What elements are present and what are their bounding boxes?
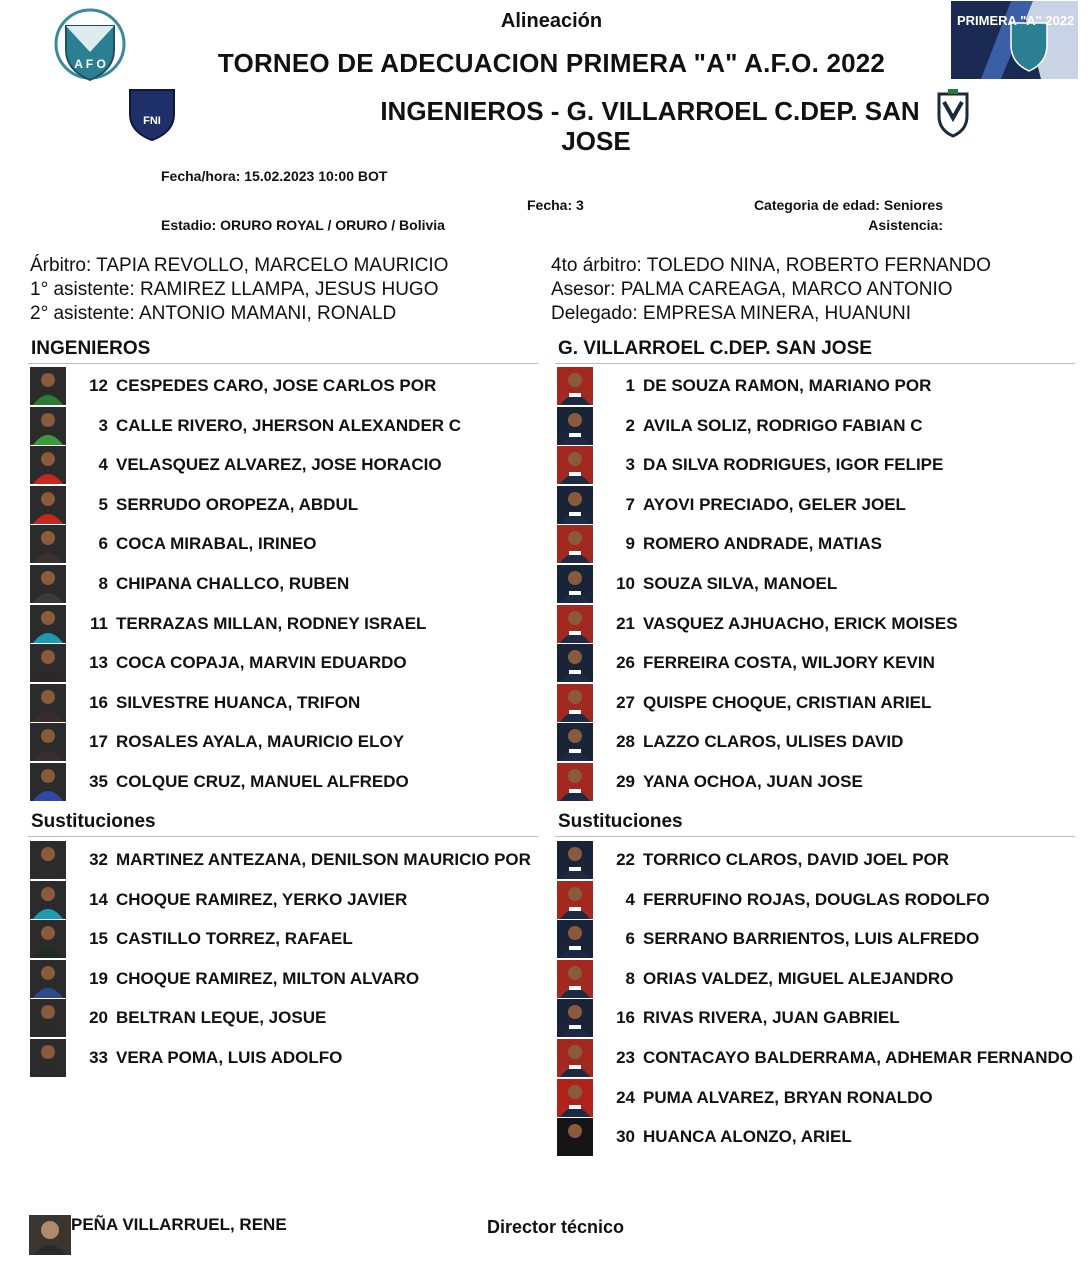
player-name: VELASQUEZ ALVAREZ, JOSE HORACIO — [116, 455, 442, 475]
player-number: 4 — [98, 455, 108, 475]
home-starters-player-row — [30, 407, 550, 445]
player-number: 7 — [625, 494, 635, 514]
away-starters-player-row — [557, 605, 1077, 643]
player-number: 8 — [98, 574, 108, 593]
player-photo — [30, 644, 66, 682]
away-starters-player-row — [557, 763, 1077, 801]
player-name: TERRAZAS MILLAN, RODNEY ISRAEL — [116, 613, 427, 633]
player-photo — [30, 605, 66, 643]
player-number: 2 — [625, 415, 635, 435]
divider — [555, 836, 1075, 837]
home-starters-player-row — [30, 763, 550, 801]
match-title — [300, 96, 1000, 156]
player-photo — [557, 407, 593, 445]
player-name: SOUZA SILVA, MANOEL — [643, 574, 838, 593]
player-name: FERREIRA COSTA, WILJORY KEVIN — [643, 653, 935, 673]
player-name: ORIAS VALDEZ, MIGUEL ALEJANDRO — [643, 968, 954, 988]
player-photo — [30, 486, 66, 524]
home-starters-player-row — [30, 486, 550, 524]
player-name: LAZZO CLAROS, ULISES DAVID — [643, 732, 904, 752]
player-number: 19 — [89, 968, 108, 988]
player-number: 35 — [89, 772, 108, 791]
player-photo — [557, 1039, 593, 1077]
player-photo — [30, 881, 66, 919]
home-subs-player-row — [30, 1039, 550, 1077]
player-name: DA SILVA RODRIGUES, IGOR FELIPE — [643, 455, 944, 475]
player-number: 16 — [89, 692, 108, 712]
home-starters-player-row — [30, 605, 550, 643]
player-number: 17 — [89, 732, 108, 752]
player-name: CHOQUE RAMIREZ, MILTON ALVARO — [116, 968, 420, 988]
player-number: 22 — [616, 850, 635, 869]
player-photo — [557, 1079, 593, 1117]
player-name: HUANCA ALONZO, ARIEL — [643, 1127, 852, 1147]
away-subs-player-row — [557, 960, 1077, 998]
player-photo — [557, 1118, 593, 1156]
player-name: YANA OCHOA, JUAN JOSE — [643, 772, 863, 791]
player-number: 9 — [625, 534, 635, 554]
player-name: CONTACAYO BALDERRAMA, ADHEMAR FERNANDO — [643, 1048, 1074, 1067]
home-starters-player-row — [30, 446, 550, 484]
away-starters-player-row — [557, 684, 1077, 722]
player-photo — [30, 960, 66, 998]
player-number: 5 — [98, 494, 108, 514]
home-subs-heading: Sustituciones — [31, 811, 156, 832]
player-name: CALLE RIVERO, JHERSON ALEXANDER C — [116, 415, 462, 435]
player-number: 28 — [616, 732, 635, 752]
player-number: 4 — [625, 889, 635, 909]
away-subs-player-row — [557, 1039, 1077, 1077]
home-starters-player-row — [30, 644, 550, 682]
asesor: Asesor: PALMA CAREAGA, MARCO ANTONIO — [551, 279, 953, 300]
player-photo — [30, 999, 66, 1037]
away-starters-player-row — [557, 723, 1077, 761]
player-name: ROMERO ANDRADE, MATIAS — [643, 534, 882, 554]
estadio: Estadio: ORURO ROYAL / ORURO / Bolivia — [161, 217, 445, 233]
away-team-heading: G. VILLARROEL C.DEP. SAN JOSE — [558, 338, 872, 359]
svg-text:FNI: FNI — [143, 115, 161, 127]
home-starters-player-row — [30, 565, 550, 603]
player-name: QUISPE CHOQUE, CRISTIAN ARIEL — [643, 692, 932, 712]
player-name: COLQUE CRUZ, MANUEL ALFREDO — [116, 772, 409, 791]
coach-photo — [29, 1215, 71, 1255]
player-name: COCA MIRABAL, IRINEO — [116, 534, 317, 554]
away-subs-player-row — [557, 841, 1077, 879]
player-photo — [30, 565, 66, 603]
match-title-line1: INGENIEROS - G. VILLARROEL C.DEP. SAN — [380, 96, 920, 126]
player-name: MARTINEZ ANTEZANA, DENILSON MAURICIO POR — [116, 850, 531, 869]
player-name: CHOQUE RAMIREZ, YERKO JAVIER — [116, 889, 408, 909]
coach-role: Director técnico — [487, 1217, 625, 1237]
player-photo — [30, 684, 66, 722]
home-starters-player-row — [30, 723, 550, 761]
player-name: ROSALES AYALA, MAURICIO ELOY — [116, 732, 405, 752]
player-photo — [557, 960, 593, 998]
tournament-title: TORNEO DE ADECUACION PRIMERA "A" A.F.O. 2022 — [217, 48, 886, 78]
asistente-2: 2° asistente: ANTONIO MAMANI, RONALD — [30, 303, 397, 324]
away-subs-heading: Sustituciones — [558, 811, 683, 832]
player-photo — [557, 486, 593, 524]
player-number: 24 — [616, 1087, 635, 1107]
officials-right — [551, 254, 991, 326]
player-photo — [557, 920, 593, 958]
away-starters-player-row — [557, 367, 1077, 405]
player-number: 6 — [625, 929, 635, 949]
delegado: Delegado: EMPRESA MINERA, HUANUNI — [551, 303, 912, 324]
officials-left — [30, 254, 448, 326]
away-subs-player-row — [557, 1118, 1077, 1156]
player-photo — [30, 525, 66, 563]
banner-text: PRIMERA "A" 2022 — [957, 13, 1075, 28]
home-starters-player-row — [30, 684, 550, 722]
player-name: VERA POMA, LUIS ADOLFO — [116, 1048, 343, 1067]
player-number: 33 — [89, 1048, 108, 1067]
player-number: 13 — [89, 653, 108, 673]
player-photo — [30, 1039, 66, 1077]
away-starters-player-row — [557, 446, 1077, 484]
player-photo — [30, 763, 66, 801]
away-starters-player-row — [557, 486, 1077, 524]
player-photo — [557, 723, 593, 761]
player-number: 12 — [89, 376, 108, 395]
match-title-line2: JOSE — [561, 126, 631, 156]
away-subs-player-row — [557, 881, 1077, 919]
home-subs-player-row — [30, 999, 550, 1037]
player-number: 14 — [89, 889, 108, 909]
player-photo — [30, 841, 66, 879]
player-name: RIVAS RIVERA, JUAN GABRIEL — [643, 1008, 900, 1028]
player-number: 16 — [616, 1008, 635, 1028]
svg-text:A F O: A F O — [74, 57, 106, 71]
player-photo — [557, 525, 593, 563]
coach-name: PEÑA VILLARRUEL, RENE — [71, 1215, 287, 1234]
home-subs-player-row — [30, 920, 550, 958]
player-name: PUMA ALVAREZ, BRYAN RONALDO — [643, 1087, 933, 1107]
away-starters-player-row — [557, 565, 1077, 603]
player-photo — [30, 367, 66, 405]
player-photo — [30, 407, 66, 445]
player-photo — [557, 999, 593, 1037]
player-photo — [557, 644, 593, 682]
player-photo — [557, 565, 593, 603]
player-number: 8 — [625, 968, 635, 988]
fecha-hora: Fecha/hora: 15.02.2023 10:00 BOT — [161, 168, 388, 184]
divider — [28, 363, 538, 364]
player-name: CASTILLO TORREZ, RAFAEL — [116, 929, 353, 949]
player-photo — [557, 446, 593, 484]
away-starters-player-row — [557, 407, 1077, 445]
away-subs-player-row — [557, 1079, 1077, 1117]
player-name: AYOVI PRECIADO, GELER JOEL — [643, 494, 906, 514]
player-photo — [557, 684, 593, 722]
player-name: COCA COPAJA, MARVIN EDUARDO — [116, 653, 407, 673]
player-name: DE SOUZA RAMON, MARIANO POR — [643, 376, 932, 395]
fni-logo — [126, 84, 178, 142]
player-number: 11 — [90, 613, 108, 633]
player-name: SERRUDO OROPEZA, ABDUL — [116, 494, 359, 514]
player-number: 10 — [616, 574, 635, 593]
player-photo — [30, 723, 66, 761]
home-subs-player-row — [30, 960, 550, 998]
player-name: VASQUEZ AJHUACHO, ERICK MOISES — [643, 613, 958, 633]
player-number: 29 — [616, 772, 635, 791]
divider — [555, 363, 1075, 364]
player-photo — [557, 841, 593, 879]
home-starters-player-row — [30, 367, 550, 405]
player-number: 1 — [625, 376, 635, 395]
home-starters-player-row — [30, 525, 550, 563]
player-name: BELTRAN LEQUE, JOSUE — [116, 1008, 327, 1028]
player-number: 20 — [89, 1008, 108, 1028]
away-subs-player-row — [557, 920, 1077, 958]
away-starters-player-row — [557, 644, 1077, 682]
arbitro: Árbitro: TAPIA REVOLLO, MARCELO MAURICIO — [30, 255, 449, 276]
categoria: Categoria de edad: Seniores — [753, 197, 943, 213]
player-number: 26 — [616, 653, 635, 673]
player-name: SERRANO BARRIENTOS, LUIS ALFREDO — [643, 929, 980, 949]
asistente-1: 1° asistente: RAMIREZ LLAMPA, JESUS HUGO — [30, 279, 439, 300]
page-title: Alineación — [500, 10, 603, 32]
player-photo — [30, 446, 66, 484]
home-subs-player-row — [30, 841, 550, 879]
player-photo — [557, 367, 593, 405]
player-number: 3 — [625, 455, 635, 475]
player-photo — [557, 605, 593, 643]
player-number: 21 — [616, 613, 635, 633]
player-name: AVILA SOLIZ, RODRIGO FABIAN C — [643, 415, 923, 435]
player-name: CESPEDES CARO, JOSE CARLOS POR — [116, 376, 437, 395]
player-number: 30 — [616, 1127, 635, 1147]
home-subs-player-row — [30, 881, 550, 919]
divider — [28, 836, 538, 837]
player-photo — [30, 920, 66, 958]
player-number: 23 — [616, 1048, 635, 1067]
player-name: FERRUFINO ROJAS, DOUGLAS RODOLFO — [643, 889, 990, 909]
fecha: Fecha: 3 — [527, 197, 584, 213]
home-team-heading: INGENIEROS — [31, 338, 151, 359]
player-photo — [557, 881, 593, 919]
cuarto-arbitro: 4to árbitro: TOLEDO NINA, ROBERTO FERNANDO — [551, 255, 991, 276]
player-number: 27 — [616, 692, 635, 712]
asistencia: Asistencia: — [868, 217, 943, 233]
player-name: CHIPANA CHALLCO, RUBEN — [116, 574, 350, 593]
player-number: 6 — [98, 534, 108, 554]
away-subs-player-row — [557, 999, 1077, 1037]
player-name: SILVESTRE HUANCA, TRIFON — [116, 692, 361, 712]
player-name: TORRICO CLAROS, DAVID JOEL POR — [643, 850, 950, 869]
player-number: 32 — [89, 850, 108, 869]
player-number: 3 — [98, 415, 108, 435]
away-starters-player-row — [557, 525, 1077, 563]
player-photo — [557, 763, 593, 801]
player-number: 15 — [89, 929, 108, 949]
